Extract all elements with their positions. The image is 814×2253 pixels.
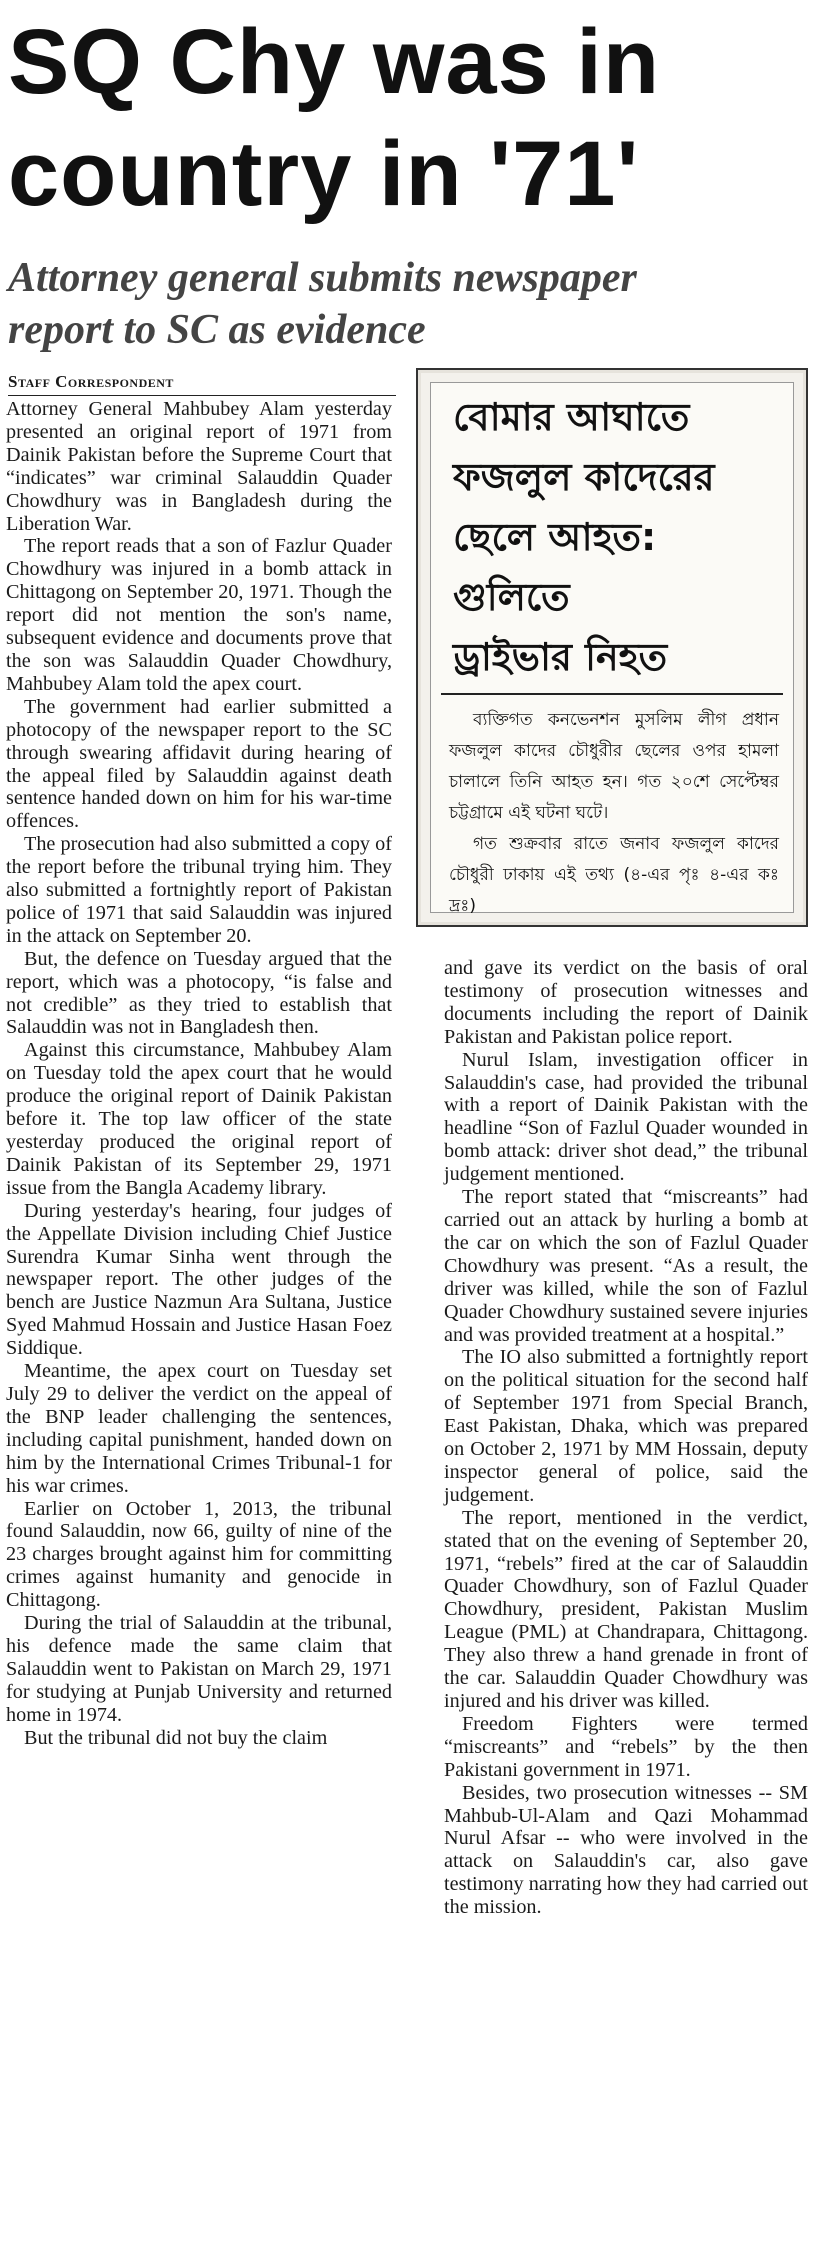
- article-paragraph: But, the defence on Tuesday argued that the report, which was a photocopy, “is false and not credible” as they tried to establish that Salauddin was not in Bangladesh then.: [6, 947, 392, 1039]
- article-paragraph: Attorney General Mahbubey Alam yesterday presented an original report of 1971 from Dainik Pakistan before the Supreme Court that “indicates” war criminal Salauddin Quader Chowdhury was in Bangladesh during the Liberation War.: [6, 398, 392, 535]
- article-paragraph: Meantime, the apex court on Tuesday set July 29 to deliver the verdict on the appeal of the BNP leader challenging the sentences, including capital punishment, handed down on him by the International Crimes Tribunal-1 for his war crimes.: [6, 1360, 392, 1497]
- clipping-headline-line: ড্রাইভার নিহত: [453, 635, 668, 679]
- article-paragraph: Nurul Islam, investigation officer in Salauddin's case, had provided the tribunal with a report of Dainik Pakistan with the headline “Son of Fazlul Quader wounded in bomb attack: driver shot dead,” the tribunal judgement mentioned.: [444, 1048, 808, 1186]
- subheadline-line-1: Attorney general submits newspaper: [8, 255, 637, 301]
- article-paragraph: Against this circumstance, Mahbubey Alam on Tuesday told the apex court that he would produce the original report of Dainik Pakistan before it. The top law officer of the state yesterday produced the original report of Dainik Pakistan of its September 29, 1971 issue from the Bangla Academy library.: [6, 1039, 392, 1199]
- article-column-1: [6, 398, 392, 1749]
- clipping-headline-line: ফজলুল কাদেরের: [453, 455, 715, 499]
- headline-line-2: country in '71': [8, 123, 640, 225]
- article-paragraph: The government had earlier submitted a photocopy of the newspaper report to the SC through swearing affidavit during hearing of the appeal filed by Salauddin against death sentence handed down on him for his war-time offences.: [6, 695, 392, 833]
- article-paragraph: During the trial of Salauddin at the tribunal, his defence made the same claim that Salauddin went to Pakistan on March 29, 1971 for studying at Punjab University and returned home in 1974.: [6, 1612, 392, 1726]
- clipping-divider: [441, 693, 783, 695]
- byline: Staff Correspondent: [8, 372, 396, 396]
- clipping-headline-line: ছেলে আহত:: [453, 515, 657, 559]
- clipping-paragraph: গত শুক্রবার রাতে জনাব ফজলুল কাদের চৌধুরী ঢাকায় এই তথ্য (৪-এর পৃঃ ৪-এর কঃ দ্রঃ): [449, 834, 779, 916]
- subheadline-line-2: report to SC as evidence: [8, 307, 426, 353]
- article-paragraph: During yesterday's hearing, four judges of the Appellate Division including Chief Justice Surendra Kumar Sinha went through the newspaper report. The other judges of the bench are Justice Nazmun Ara Sultana, Justice Syed Mahmud Hossain and Justice Hasan Foez Siddique.: [6, 1199, 392, 1360]
- headline-line-1: SQ Chy was in: [8, 11, 661, 113]
- article-paragraph: Earlier on October 1, 2013, the tribunal found Salauddin, now 66, guilty of nine of the 23 charges brought against him for committing crimes against humanity and genocide in Chittagong.: [6, 1497, 392, 1612]
- article-column-2: [444, 957, 808, 1919]
- clipping-headline-line: গুলিতে: [453, 575, 570, 619]
- clipping-body: [449, 705, 779, 922]
- article-paragraph: and gave its verdict on the basis of oral testimony of prosecution witnesses and documents including the report of Dainik Pakistan and Pakistan police report.: [444, 957, 808, 1048]
- article-paragraph: The prosecution had also submitted a copy of the report before the tribunal trying him. They also submitted a fortnightly report of Pakistan police of 1971 that said Salauddin was injured in the attack on September 20.: [6, 833, 392, 947]
- newspaper-clipping-image: [416, 368, 808, 927]
- clipping-paper: [430, 382, 794, 916]
- article-paragraph: The report stated that “miscreants” had carried out an attack by hurling a bomb at the car on which the son of Fazlul Quader Chowdhury was present. “As a result, the driver was killed, while the son of Fazlul Quader Chowdhury sustained severe injuries and was provided treatment at a hospital.”: [444, 1186, 808, 1346]
- article-paragraph: But the tribunal did not buy the claim: [24, 1726, 328, 1749]
- subheadline: [8, 252, 798, 356]
- headline: [8, 6, 808, 230]
- article-paragraph: Besides, two prosecution witnesses -- SM Mahbub-Ul-Alam and Qazi Mohammad Nurul Afsar -- who were involved in the attack on Salauddin's car, also gave testimony narrating how they had carried out the mission.: [444, 1781, 808, 1919]
- article-paragraph: The report, mentioned in the verdict, stated that on the evening of September 20, 1971, “rebels” fired at the car of Salauddin Quader Chowdhury, son of Fazlul Quader Chowdhury, president, Pakistan Muslim League (PML) at Chandrapara, Chittagong. They also threw a hand grenade in front of the car. Salauddin Quader Chowdhury was injured and his driver was killed.: [444, 1506, 808, 1712]
- clipping-headline: [453, 387, 773, 687]
- article-paragraph: The report reads that a son of Fazlur Quader Chowdhury was injured in a bomb attack in Chittagong on September 20, 1971. Though the report did not mention the son's name, subsequent evidence and documents prove that the son was Salauddin Quader Chowdhury, Mahbubey Alam told the apex court.: [6, 535, 392, 695]
- article-paragraph: Freedom Fighters were termed “miscreants” and “rebels” by the then Pakistani government in 1971.: [444, 1712, 808, 1781]
- clipping-paragraph: ব্যক্তিগত কনভেনশন মুসলিম লীগ প্রধান ফজলুল কাদের চৌধুরীর ছেলের ওপর হামলা চালালে তিনি আহত হন। গত ২০শে সেপ্টেম্বর চট্টগ্রামে এই ঘটনা ঘটে।: [449, 710, 779, 823]
- article-paragraph: The IO also submitted a fortnightly report on the political situation for the second half of September 1971 from Special Branch, East Pakistan, Dhaka, which was prepared on October 2, 1971 by MM Hossain, deputy inspector general of police, said the judgement.: [444, 1346, 808, 1506]
- clipping-headline-line: বোমার আঘাতে: [453, 395, 690, 439]
